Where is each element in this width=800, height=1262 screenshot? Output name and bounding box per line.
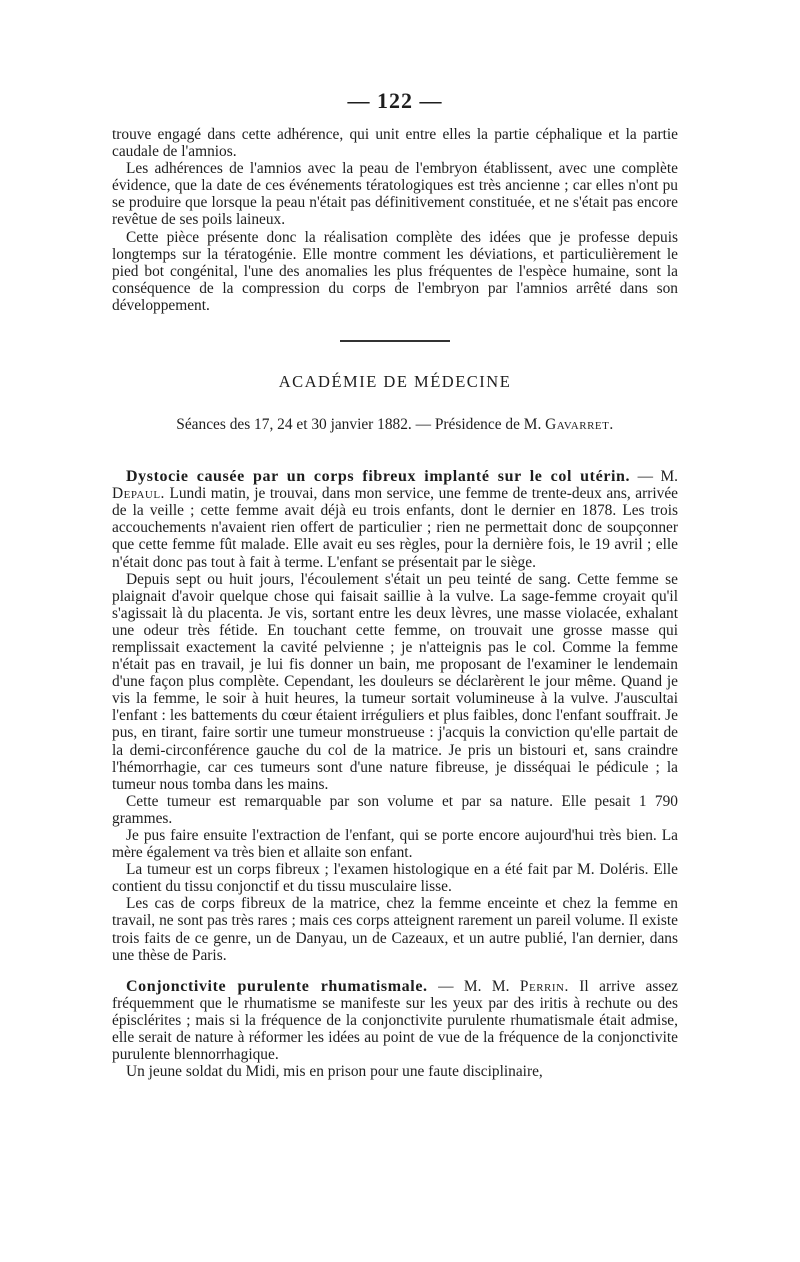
president-name: Gavarret. (545, 416, 614, 434)
article-paragraph: Depuis sept ou huit jours, l'écoulement s'était un peu teinté de sang. Cette femme se plaignait d'avoir quelque chose qui faisait saillie à la vulve. La sage-femme croyait qu'il s'agissait là du placenta. Je vis, sortant entre les deux lèvres, une masse violacée, exhalant une odeur très fétide. En touchant cette femme, on trouvait une grosse masse qui remplissait exactement la cavité pelvienne ; je n'atteignis pas le col. Comme la femme n'était pas en travail, je lui fis donner un bain, me proposant de l'examiner le lendemain d'une façon plus complète. Cependant, les douleurs se déclarèrent le jour même. Quand je vis la femme, le soir à huit heures, la tumeur sortait volumineuse à la vulve. J'auscultai l'enfant : les battements du cœur étaient irréguliers et plus faibles, donc l'enfant souffrait. Je pus, en tirant, faire sortir une tumeur monstrueuse : j'acquis la conviction qu'elle partait de la demi-circonférence gauche du col de la matrice. Je pris un bistouri et, sans craindre l'hémorrhagie, car ces tumeurs sont d'une nature fibreuse, je disséquai le pédicule ; la tumeur nous tomba dans les mains. (112, 570, 678, 793)
article-paragraph: Les cas de corps fibreux de la matrice, chez la femme enceinte et chez la femme en travail, ne sont pas très rares ; mais ces corps atteignent rarement un pareil volume. Il existe trois faits de ce genre, un de Danyau, un de Cazeaux, et un autre publié, l'an dernier, dans une thèse de Paris. (112, 895, 678, 964)
article-lead-paragraph (112, 978, 678, 1063)
article-author: Perrin. (519, 977, 569, 995)
article-dystocie (112, 468, 678, 964)
article-paragraph: Je pus faire ensuite l'extraction de l'enfant, qui se porte encore aujourd'hui très bien. La mère également va très bien et allaite son enfant. (112, 827, 678, 862)
page (112, 88, 678, 1080)
article-lead-text: Il arrive assez fréquemment que le rhumatisme se manifeste sur les yeux par des iritis à rechute ou des épisclérites ; mais si la fréquence de la conjonctivite purulente rhumatismale était admise, elle serait de nature à réformer les idées au point de vue de la fréquence de la conjonctivite purulente blennorrhagique. (112, 977, 678, 1064)
intro-paragraph: Cette pièce présente donc la réalisation complète des idées que je professe depuis longtemps sur la tératogénie. Elle montre comment les déviations, et particulièrement le pied bot congénital, l'une des anomalies les plus fréquentes de l'espèce humaine, sont la conséquence de la compression du corps de l'embryon par l'amnios arrêté dans son développement. (112, 228, 678, 314)
section-divider (340, 340, 450, 342)
article-author: Depaul. (112, 485, 165, 503)
article-title: Dystocie causée par un corps fibreux implanté sur le col utérin. (126, 468, 631, 486)
intro-text (112, 126, 678, 314)
page-number: — 122 — (347, 88, 443, 113)
intro-paragraph: Les adhérences de l'amnios avec la peau de l'embryon établissent, avec une complète évidence, que la date de ces événements tératologiques est très ancienne ; car elles n'ont pu se produire que lorsque la peau n'était pas définitivement constituée, et ne s'était pas encore revêtue de ses poils laineux. (112, 160, 678, 229)
author-prefix: — M. M. (427, 977, 520, 995)
author-prefix: — M. (630, 468, 678, 486)
sessions-text: Séances des 17, 24 et 30 janvier 1882. — Présidence de M. (176, 416, 546, 434)
article-lead-paragraph (112, 468, 678, 571)
article-paragraph: Cette tumeur est remarquable par son volume et par sa nature. Elle pesait 1 790 grammes. (112, 792, 678, 827)
sessions-line (112, 416, 678, 434)
section-heading: ACADÉMIE DE MÉDECINE (278, 372, 512, 392)
article-conjonctivite (112, 978, 678, 1081)
article-paragraph: La tumeur est un corps fibreux ; l'examen histologique en a été fait par M. Doléris. Elle contient du tissu conjonctif et du tissu musculaire lisse. (112, 861, 678, 896)
intro-paragraph: trouve engagé dans cette adhérence, qui unit entre elles la partie céphalique et la partie caudale de l'amnios. (112, 126, 678, 161)
article-title: Conjonctivite purulente rhumatismale. (126, 977, 428, 995)
article-paragraph: Un jeune soldat du Midi, mis en prison pour une faute disciplinaire, (126, 1063, 543, 1081)
article-lead-text: Lundi matin, je trouvai, dans mon service, une femme de trente-deux ans, arrivée de la veille ; cette femme avait déjà eu trois enfants, dont le dernier en 1878. Les trois accouchements n'avaient rien offert de particulier ; rien ne permettait donc de soupçonner que cette femme fût malade. Elle avait eu ses règles, pour la dernière fois, le 19 avril ; elle n'était donc pas tout à fait à terme. L'enfant se présentait par le siège. (112, 485, 678, 571)
spacer (112, 964, 678, 978)
